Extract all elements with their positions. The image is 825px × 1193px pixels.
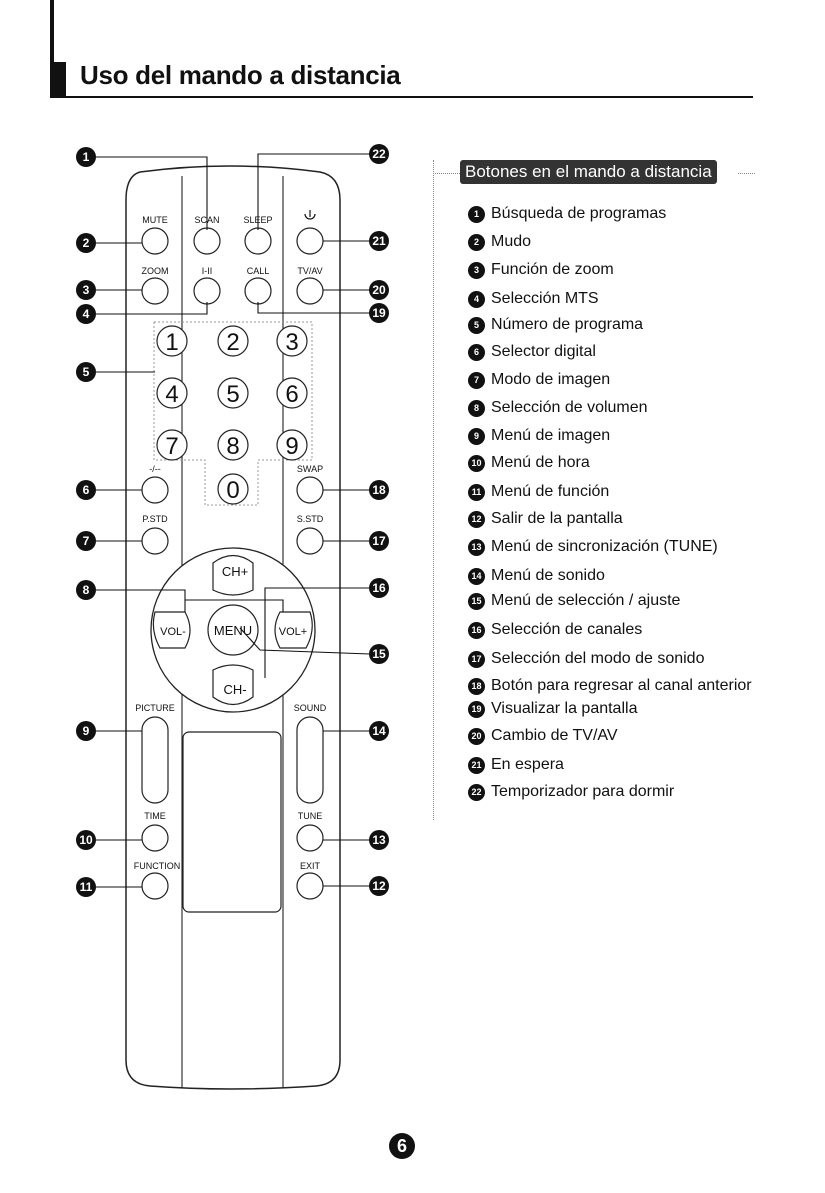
legend-badge: 4 (468, 291, 485, 308)
ch-down-label: CH- (223, 682, 247, 697)
menu-label: MENU (213, 623, 253, 638)
exit-label: EXIT (299, 861, 321, 871)
legend-badge: 2 (468, 234, 485, 251)
callout-number: 3 (82, 283, 90, 297)
function-button[interactable] (142, 873, 168, 899)
legend-badge: 14 (468, 568, 485, 585)
page-number: 6 (389, 1133, 415, 1159)
picture-label: PICTURE (135, 703, 175, 713)
legend-item (468, 233, 531, 251)
legend-badge: 19 (468, 701, 485, 718)
legend-badge: 8 (468, 400, 485, 417)
remote-display-panel (183, 732, 281, 912)
callout-number: 14 (372, 724, 386, 738)
legend-title-rule-right (738, 173, 755, 174)
legend-label: Búsqueda de programas (491, 205, 667, 222)
call-label: CALL (246, 266, 270, 276)
exit-button[interactable] (297, 873, 323, 899)
legend-label: En espera (491, 756, 564, 773)
legend-divider (433, 160, 434, 820)
legend-badge: 17 (468, 651, 485, 668)
legend-badge: 22 (468, 784, 485, 801)
legend-label: Selector digital (491, 343, 596, 360)
sound-button[interactable] (297, 717, 323, 803)
power-button[interactable] (297, 228, 323, 254)
legend-label: Temporizador para dormir (491, 783, 675, 800)
tvav-label: TV/AV (297, 266, 323, 276)
callout-number: 2 (82, 236, 90, 250)
tvav-button[interactable] (297, 278, 323, 304)
swap-button[interactable] (297, 477, 323, 503)
mts-button[interactable] (194, 278, 220, 304)
sstd-label: S.STD (296, 514, 324, 524)
legend-label: Selección de volumen (491, 399, 648, 416)
tune-label: TUNE (297, 811, 323, 821)
legend-label: Número de programa (491, 316, 644, 333)
legend-title: Botones en el mando a distancia (460, 160, 717, 184)
legend-label: Menú de sonido (491, 567, 605, 584)
legend-badge: 9 (468, 428, 485, 445)
legend-badge: 3 (468, 262, 485, 279)
digit-label: 9 (285, 433, 299, 460)
callout-number: 9 (82, 724, 90, 738)
zoom-button[interactable] (142, 278, 168, 304)
legend-item (468, 510, 623, 528)
legend-item (468, 343, 596, 361)
legend-item (468, 567, 605, 585)
callout-number: 15 (372, 647, 386, 661)
digit-label: 1 (165, 329, 179, 356)
tune-button[interactable] (297, 825, 323, 851)
callout-number: 17 (372, 534, 386, 548)
legend-label: Menú de imagen (491, 427, 611, 444)
callout-number: 11 (79, 880, 93, 894)
legend-badge: 6 (468, 344, 485, 361)
call-button[interactable] (245, 278, 271, 304)
legend-item (468, 677, 752, 695)
legend-item (468, 783, 674, 801)
legend-item (468, 261, 614, 279)
legend-item (468, 592, 680, 610)
pstd-label: P.STD (142, 514, 168, 524)
digit-label: 4 (165, 381, 179, 408)
picture-button[interactable] (142, 717, 168, 803)
legend-label: Menú de selección / ajuste (491, 592, 681, 609)
legend-item (468, 399, 648, 417)
callout-number: 7 (82, 534, 90, 548)
sound-label: SOUND (293, 703, 327, 713)
legend-badge: 11 (468, 484, 485, 501)
mute-button[interactable] (142, 228, 168, 254)
page-title: Uso del mando a distancia (80, 60, 401, 90)
legend-badge: 1 (468, 206, 485, 223)
function-label: FUNCTION (133, 861, 181, 871)
time-label: TIME (144, 811, 166, 821)
legend-item (468, 756, 564, 774)
legend-badge: 13 (468, 539, 485, 556)
scan-label: SCAN (194, 215, 220, 225)
legend-item (468, 205, 666, 223)
callout-number: 20 (372, 283, 386, 297)
legend-label: Selección del modo de sonido (491, 650, 705, 667)
legend-badge: 7 (468, 372, 485, 389)
callout-number: 1 (82, 150, 90, 164)
legend-badge: 18 (468, 678, 485, 695)
legend-badge: 5 (468, 317, 485, 334)
legend-label: Menú de hora (491, 454, 590, 471)
callout-number: 12 (372, 879, 386, 893)
sstd-button[interactable] (297, 528, 323, 554)
legend-badge: 20 (468, 728, 485, 745)
pstd-button[interactable] (142, 528, 168, 554)
legend-label: Botón para regresar al canal anterior (491, 677, 752, 694)
swap-label: SWAP (296, 464, 324, 474)
digit-label: 2 (226, 329, 240, 356)
zoom-label: ZOOM (141, 266, 169, 276)
legend-item (468, 727, 618, 745)
callout-number: 22 (372, 147, 386, 161)
vol-up-label: VOL+ (278, 626, 308, 638)
legend-badge: 10 (468, 455, 485, 472)
digit-label: 0 (226, 477, 240, 504)
vol-down-label: VOL- (160, 626, 186, 638)
legend-badge: 16 (468, 622, 485, 639)
legend-badge: 15 (468, 593, 485, 610)
callout-number: 8 (82, 583, 90, 597)
digit-selector-button[interactable] (142, 477, 168, 503)
callout-number: 5 (82, 365, 90, 379)
sleep-button[interactable] (245, 228, 271, 254)
callout-number: 13 (372, 833, 386, 847)
callout-number: 19 (372, 306, 386, 320)
legend-item (468, 427, 610, 445)
digit-label: 8 (226, 433, 240, 460)
legend-item (468, 454, 590, 472)
ch-up-label: CH+ (221, 564, 249, 579)
time-button[interactable] (142, 825, 168, 851)
legend-badge: 12 (468, 511, 485, 528)
legend-item (468, 483, 609, 501)
legend-item (468, 700, 637, 718)
mts-label: I-II (201, 266, 213, 276)
scan-button[interactable] (194, 228, 220, 254)
digit-label: 7 (165, 433, 179, 460)
legend-label: Selección MTS (491, 290, 599, 307)
callout-number: 16 (372, 581, 386, 595)
callout-number: 18 (372, 483, 386, 497)
legend-label: Función de zoom (491, 261, 614, 278)
legend-label: Visualizar la pantalla (491, 700, 638, 717)
legend-item (468, 650, 704, 668)
callout-number: 6 (82, 483, 90, 497)
legend-badge: 21 (468, 757, 485, 774)
mute-label: MUTE (142, 215, 168, 225)
digit-label: 3 (285, 329, 299, 356)
legend-item (468, 371, 610, 389)
digit-label: 5 (226, 381, 240, 408)
callout-number: 10 (79, 833, 93, 847)
digit-selector-label: -/-- (149, 464, 161, 474)
legend-label: Mudo (491, 233, 532, 250)
callout-number: 21 (372, 234, 386, 248)
legend-item (468, 290, 599, 308)
callout-number: 4 (82, 307, 90, 321)
legend-item (468, 621, 642, 639)
legend-item (468, 316, 643, 334)
legend-item (468, 538, 718, 556)
legend-label: Menú de función (491, 483, 610, 500)
legend-title-rule-left (433, 173, 460, 174)
legend-label: Modo de imagen (491, 371, 611, 388)
sleep-label: SLEEP (243, 215, 273, 225)
legend-label: Salir de la pantalla (491, 510, 623, 527)
legend-label: Selección de canales (491, 621, 643, 638)
legend-label: Cambio de TV/AV (491, 727, 618, 744)
legend-label: Menú de sincronización (TUNE) (491, 538, 718, 555)
digit-label: 6 (285, 381, 299, 408)
